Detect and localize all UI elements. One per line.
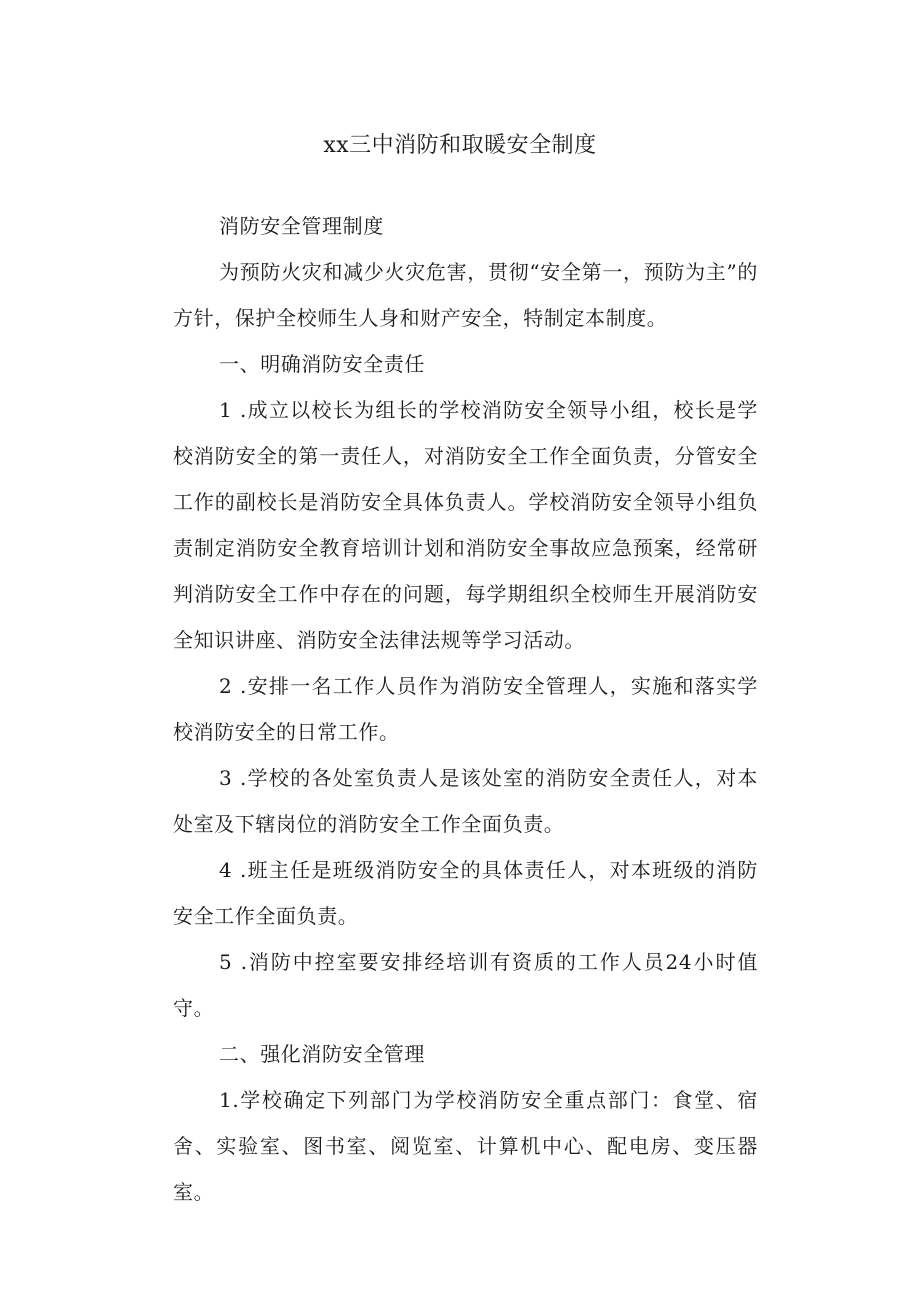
item-3-paragraph: 3 .学校的各处室负责人是该处室的消防安全责任人，对本处室及下辖岗位的消防安全工作全面负责。 xyxy=(173,766,758,836)
section-heading-fire-safety-management: 消防安全管理制度 xyxy=(219,214,384,238)
item-4-paragraph: 4 .班主任是班级消防安全的具体责任人，对本班级的消防安全工作全面负责。 xyxy=(173,858,758,928)
document-body xyxy=(173,203,758,1215)
management-item-1-paragraph: 1.学校确定下列部门为学校消防安全重点部门：食堂、宿舍、实验室、图书室、阅览室、计算机中心、配电房、变压器室。 xyxy=(173,1088,758,1204)
item-1-paragraph: 1 .成立以校长为组长的学校消防安全领导小组，校长是学校消防安全的第一责任人，对消防安全工作全面负责，分管安全工作的副校长是消防安全具体负责人。学校消防安全领导小组负责制定消防安全教育培训计划和消防安全事故应急预案，经常研判消防安全工作中存在的问题，每学期组织全校师生开展消防安全知识讲座、消防安全法律法规等学习活动。 xyxy=(173,398,758,652)
document-title: xx三中消防和取暖安全制度 xyxy=(323,133,597,158)
item-5-paragraph: 5 .消防中控室要安排经培训有资质的工作人员24小时值守。 xyxy=(173,950,758,1020)
item-2-paragraph: 2 .安排一名工作人员作为消防安全管理人，实施和落实学校消防安全的日常工作。 xyxy=(173,674,758,744)
section-heading-responsibility: 一、明确消防安全责任 xyxy=(219,352,425,376)
section-heading-management: 二、强化消防安全管理 xyxy=(219,1042,425,1066)
intro-paragraph: 为预防火灾和减少火灾危害，贯彻“安全第一，预防为主”的方针，保护全校师生人身和财产安全，特制定本制度。 xyxy=(173,260,758,330)
